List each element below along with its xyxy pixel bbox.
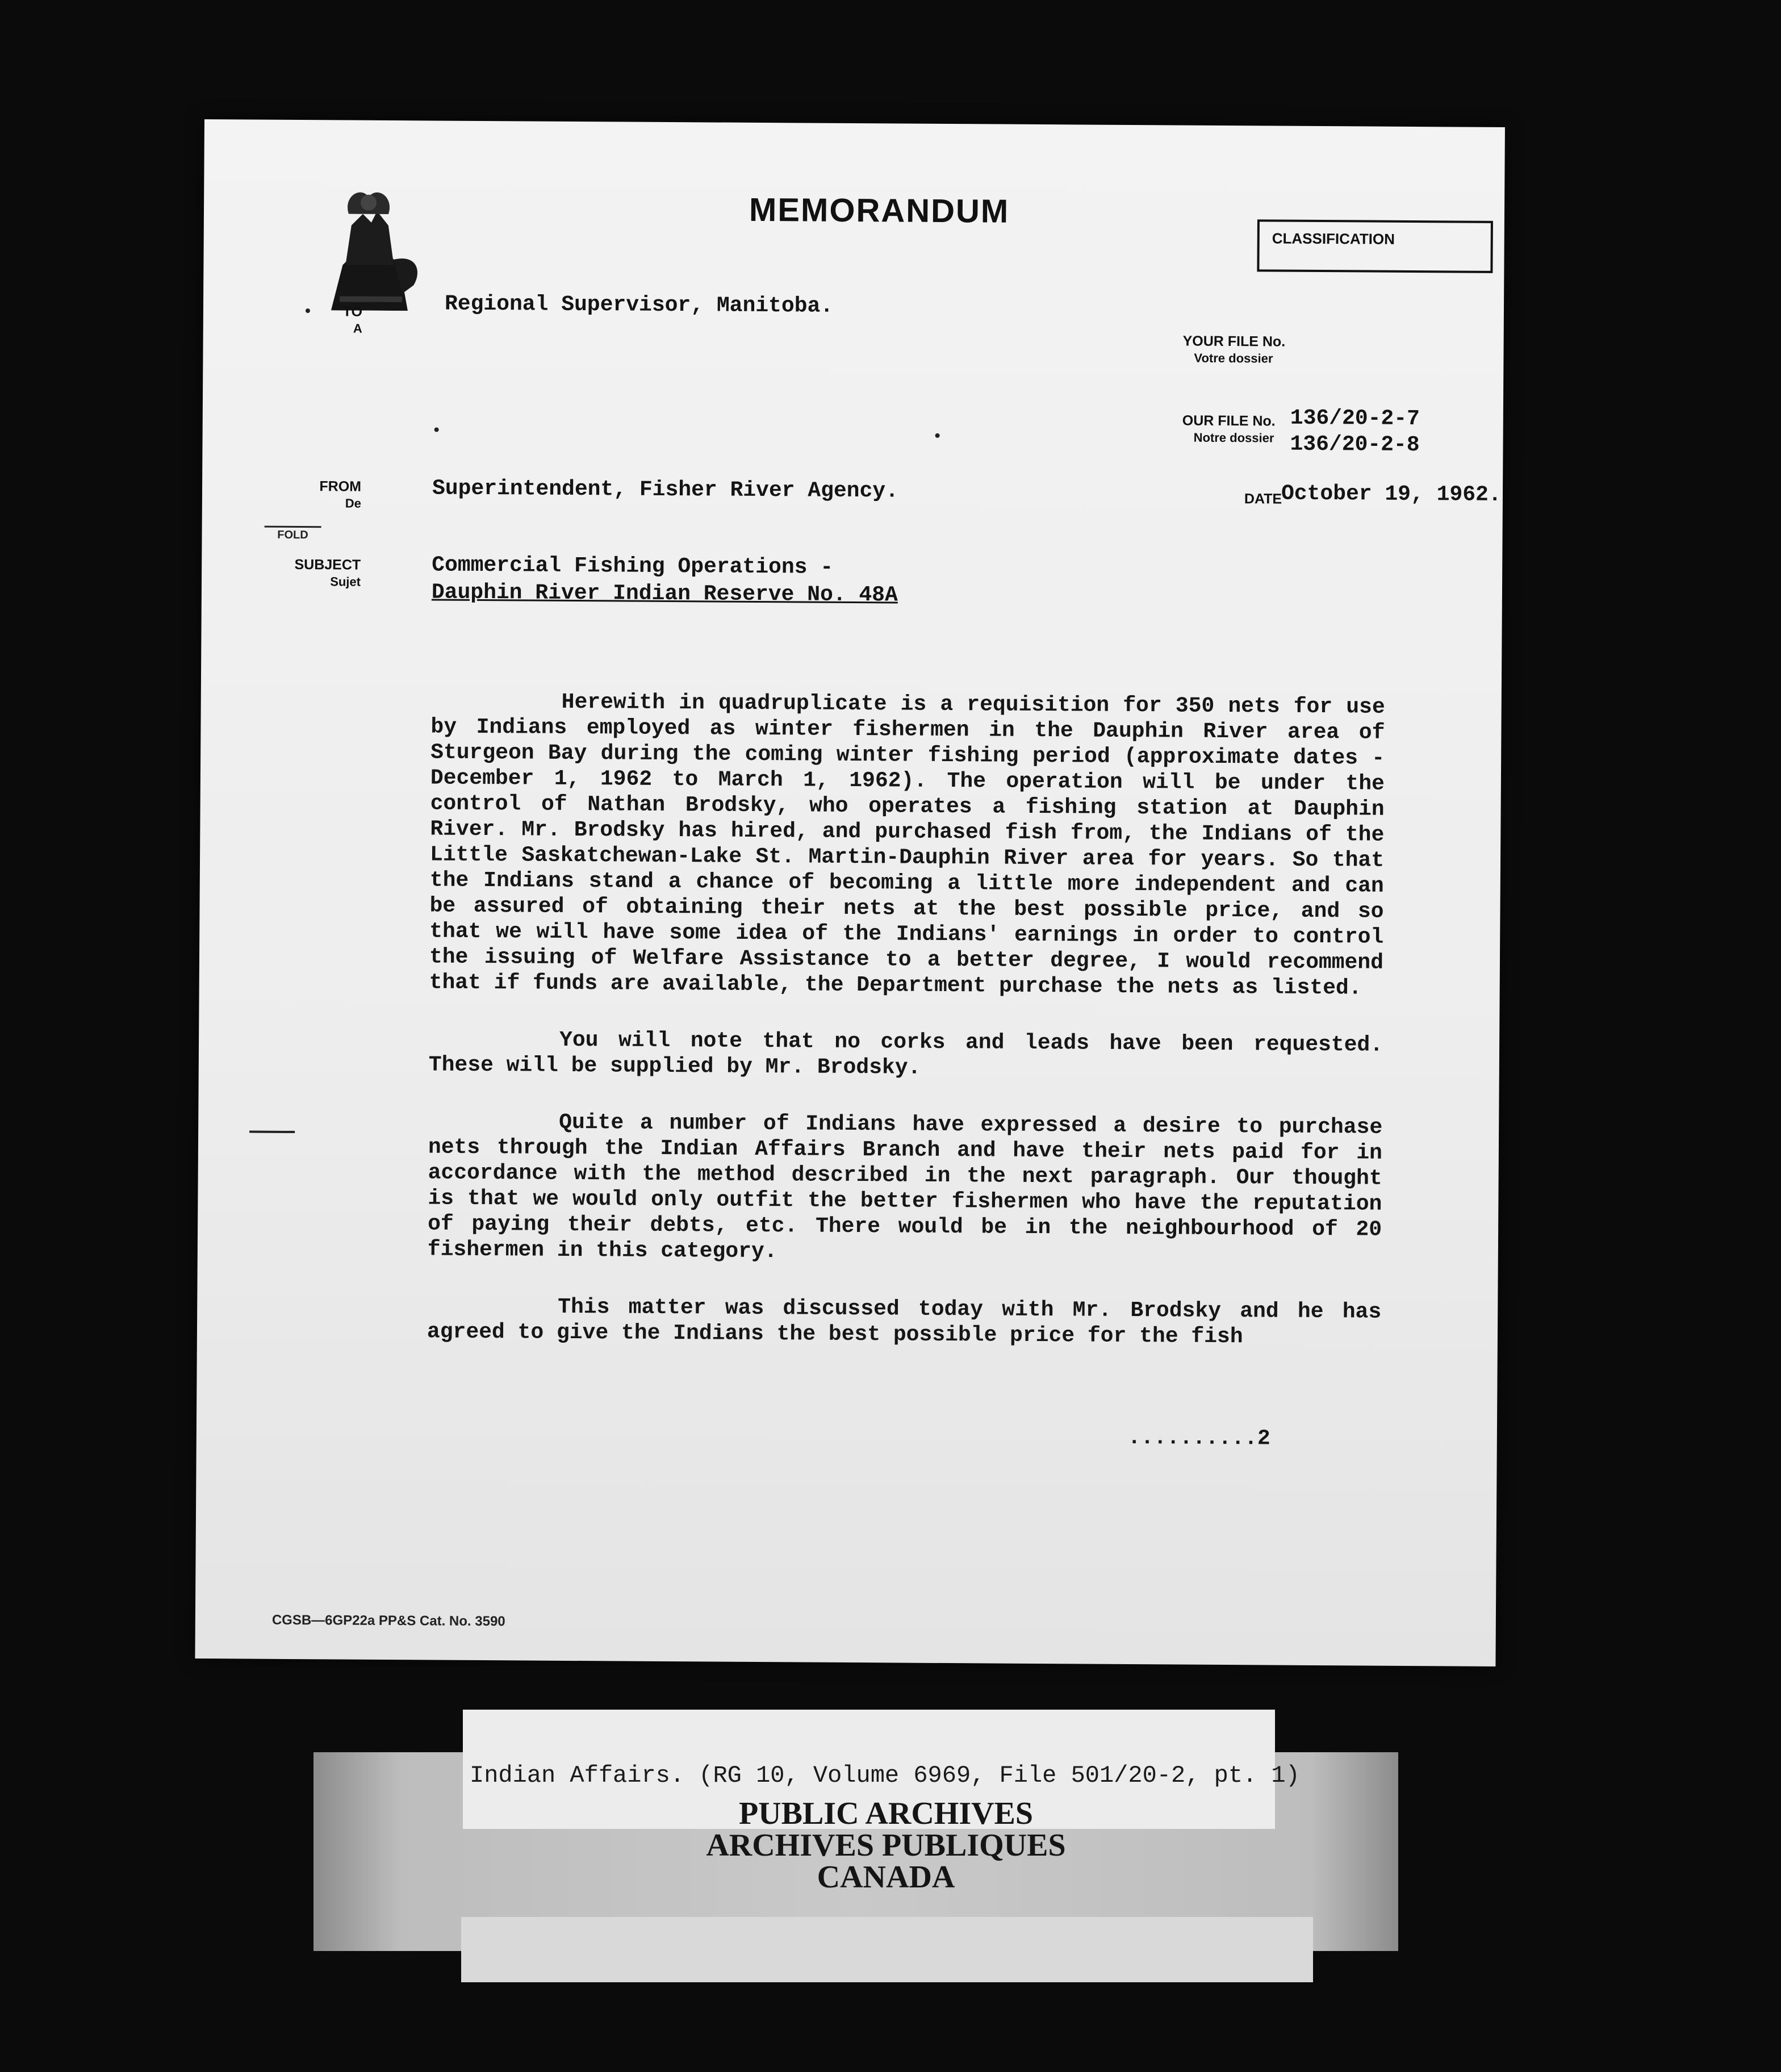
subject-label-fr: Sujet (330, 574, 361, 589)
subject-label-block (292, 556, 361, 591)
subject-line-1: Commercial Fishing Operations - (432, 553, 834, 580)
archives-stamp-line-3: CANADA (817, 1860, 955, 1895)
margin-dot (935, 433, 940, 438)
memo-page (195, 119, 1505, 1666)
our-file-label-fr: Notre dossier (1193, 430, 1274, 445)
our-file-number-2: 136/20-2-8 (1290, 432, 1420, 458)
from-label: FROM (319, 478, 362, 495)
margin-dot (306, 308, 310, 313)
archives-stamp-line-2: ARCHIVES PUBLIQUES (706, 1828, 1066, 1863)
body-paragraph: Herewith in quadruplicate is a requisition for 350 nets for use by Indians employed as winter fishermen in the Dauphin River area of Sturgeon Bay during the coming winter fishing period (approximate dates - December 1, 1962 to March 1, 1962). The operation will be under the control of Nathan Brodsky, who operates a fishing station at Dauphin River. Mr. Brodsky has hired, and purchased fish from, the Indians of the Little Saskatchewan-Lake St. Martin-Dauphin River area for years. So that the Indians stand a chance of becoming a little more independent and can be assured of obtaining their nets at the best possible price, and so that we will have some idea of the Indians' earnings in order to control the issuing of Welfare Assistance to a better degree, I would recommend that if funds are available, the Department purchase the nets as listed. (429, 690, 1385, 1001)
our-file-number-1: 136/20-2-7 (1290, 406, 1420, 432)
our-file-label: OUR FILE No. (1182, 412, 1276, 429)
archives-stamp (579, 1798, 1193, 1893)
from-label-fr: De (345, 496, 361, 511)
from-label-block (293, 478, 361, 512)
body-paragraph: You will note that no corks and leads have been requested. These will be supplied by Mr. Brodsky. (428, 1027, 1383, 1080)
body-paragraph: This matter was discussed today with Mr. Brodsky and he has agreed to give the Indians the best possible price for the fish (427, 1294, 1382, 1350)
from-sender: Superintendent, Fisher River Agency. (432, 476, 899, 504)
your-file-label-block (1182, 333, 1285, 367)
your-file-label: YOUR FILE No. (1182, 333, 1286, 350)
subject-line-2: Dauphin River Indian Reserve No. 48A (431, 580, 898, 608)
date-label: DATE (1244, 491, 1282, 507)
page-continuation: ..........2 (1127, 1425, 1270, 1451)
archives-stamp-line-1: PUBLIC ARCHIVES (738, 1796, 1034, 1831)
memo-body (427, 688, 1385, 1381)
to-recipient: Regional Supervisor, Manitoba. (444, 291, 834, 319)
subject-label: SUBJECT (294, 556, 361, 573)
classification-box (1257, 219, 1493, 273)
margin-tick (249, 1131, 295, 1133)
archive-strip-bottom (461, 1917, 1313, 1982)
form-number: CGSB—6GP22a PP&S Cat. No. 3590 (271, 1612, 505, 1630)
to-label-fr: A (353, 321, 362, 336)
margin-dot (434, 427, 439, 432)
body-paragraph: Quite a number of Indians have expressed a desire to purchase nets through the Indian Affairs Branch and have their nets paid for in accordance with the method described in the next paragraph. Our thought is that we would only outfit the better fishermen who have the reputation of paying their debts, etc. There would be in the neighbourhood of 20 fishermen in this category. (427, 1110, 1383, 1264)
your-file-label-fr: Votre dossier (1194, 350, 1273, 366)
memo-date: October 19, 1962. (1281, 481, 1502, 507)
to-label: TO (342, 303, 363, 320)
archive-reference: Indian Affairs. (RG 10, Volume 6969, File 501/20-2, pt. 1) (470, 1762, 1300, 1789)
fold-mark: FOLD (264, 526, 321, 542)
our-file-label-block (1182, 412, 1276, 447)
memo-title: MEMORANDUM (749, 191, 1010, 230)
to-label-block (323, 303, 362, 337)
coat-of-arms-icon (308, 179, 428, 311)
classification-label: CLASSIFICATION (1272, 229, 1395, 248)
